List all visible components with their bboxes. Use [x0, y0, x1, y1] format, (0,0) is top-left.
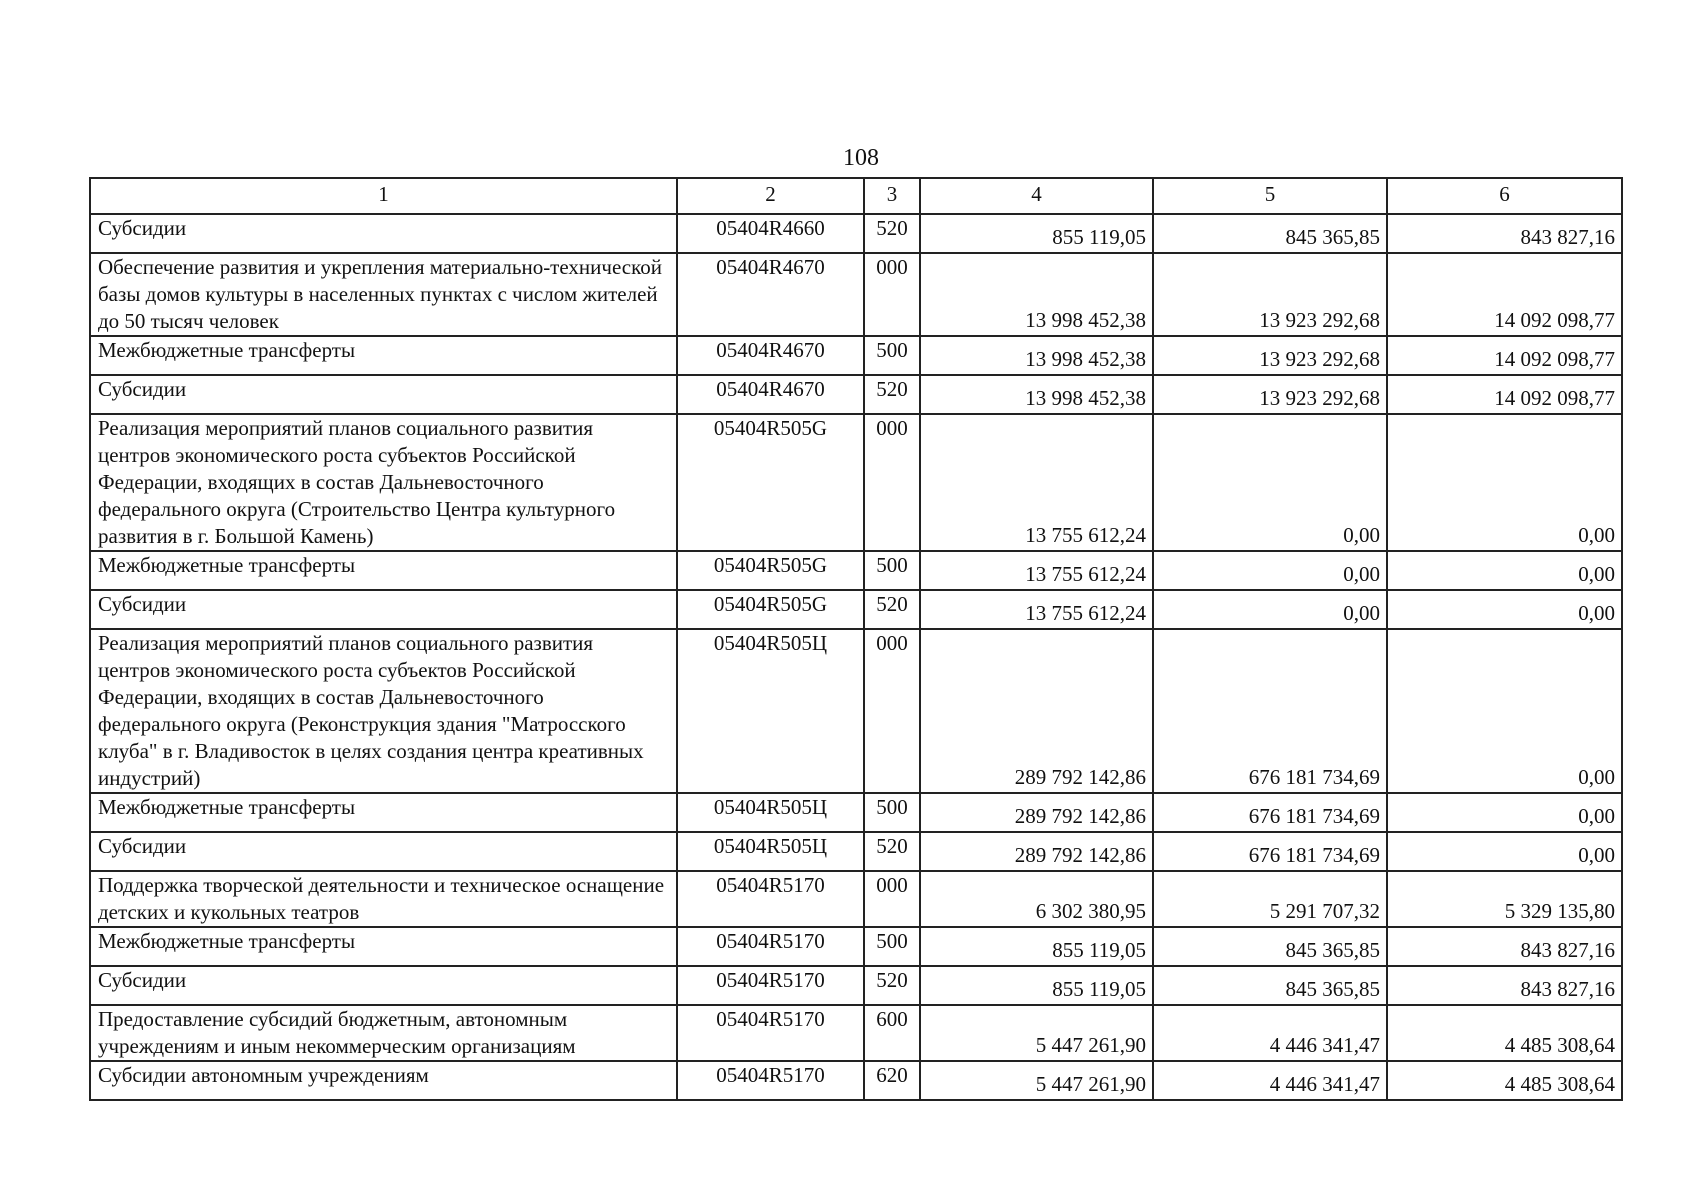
row-name-cell: Субсидии	[90, 214, 677, 253]
table-row	[90, 927, 1622, 966]
column-header: 1	[90, 178, 677, 214]
row-code-cell: 05404R5170	[677, 1005, 864, 1061]
row-amount-col5-cell: 845 365,85	[1153, 927, 1387, 966]
table-row	[90, 336, 1622, 375]
row-expense-type-cell: 520	[864, 214, 920, 253]
row-amount-col5-cell: 13 923 292,68	[1153, 253, 1387, 336]
row-amount-col4-cell: 13 755 612,24	[920, 551, 1153, 590]
row-amount-col4-cell: 855 119,05	[920, 927, 1153, 966]
row-amount-col5-cell: 0,00	[1153, 590, 1387, 629]
row-amount-col5-cell: 676 181 734,69	[1153, 832, 1387, 871]
row-code-cell: 05404R5170	[677, 871, 864, 927]
row-name-cell: Межбюджетные трансферты	[90, 927, 677, 966]
row-name-cell: Субсидии автономным учреждениям	[90, 1061, 677, 1100]
row-amount-col4-cell: 13 755 612,24	[920, 590, 1153, 629]
row-name-cell: Субсидии	[90, 832, 677, 871]
row-code-cell: 05404R4670	[677, 253, 864, 336]
row-expense-type-cell: 500	[864, 927, 920, 966]
row-amount-col5-cell: 0,00	[1153, 551, 1387, 590]
row-amount-col6-cell: 4 485 308,64	[1387, 1061, 1622, 1100]
row-expense-type-cell: 520	[864, 966, 920, 1005]
column-header: 2	[677, 178, 864, 214]
row-amount-col6-cell: 0,00	[1387, 793, 1622, 832]
row-amount-col6-cell: 843 827,16	[1387, 966, 1622, 1005]
row-code-cell: 05404R505G	[677, 414, 864, 551]
row-name-cell: Поддержка творческой деятельности и техническое оснащение детских и кукольных театров	[90, 871, 677, 927]
row-amount-col4-cell: 13 998 452,38	[920, 375, 1153, 414]
page-number: 108	[843, 145, 879, 171]
row-name-cell: Межбюджетные трансферты	[90, 793, 677, 832]
row-amount-col4-cell: 855 119,05	[920, 214, 1153, 253]
row-amount-col6-cell: 14 092 098,77	[1387, 375, 1622, 414]
table-row	[90, 629, 1622, 793]
row-code-cell: 05404R505G	[677, 551, 864, 590]
budget-table	[89, 177, 1623, 1101]
row-name-cell: Обеспечение развития и укрепления материально-технической базы домов культуры в населенных пунктах с числом жителей до 50 тысяч человек	[90, 253, 677, 336]
row-amount-col4-cell: 289 792 142,86	[920, 832, 1153, 871]
table-row	[90, 253, 1622, 336]
table-row	[90, 414, 1622, 551]
row-amount-col6-cell: 0,00	[1387, 590, 1622, 629]
row-name-cell: Межбюджетные трансферты	[90, 551, 677, 590]
row-amount-col4-cell: 289 792 142,86	[920, 629, 1153, 793]
row-name-cell: Реализация мероприятий планов социального развития центров экономического роста субъектов Российской Федерации, входящих в состав Дальневосточного федерального округа (Реконструкция здания "Матросского клуба" в г. Владивосток в целях создания центра креативных индустрий)	[90, 629, 677, 793]
table-row	[90, 1061, 1622, 1100]
row-expense-type-cell: 500	[864, 336, 920, 375]
row-expense-type-cell: 600	[864, 1005, 920, 1061]
row-code-cell: 05404R505Ц	[677, 832, 864, 871]
row-amount-col6-cell: 0,00	[1387, 832, 1622, 871]
row-expense-type-cell: 520	[864, 590, 920, 629]
row-code-cell: 05404R4670	[677, 375, 864, 414]
row-amount-col6-cell: 14 092 098,77	[1387, 253, 1622, 336]
row-code-cell: 05404R5170	[677, 1061, 864, 1100]
row-code-cell: 05404R505Ц	[677, 629, 864, 793]
row-expense-type-cell: 000	[864, 629, 920, 793]
row-amount-col5-cell: 676 181 734,69	[1153, 793, 1387, 832]
table-row	[90, 871, 1622, 927]
column-header: 3	[864, 178, 920, 214]
row-amount-col4-cell: 855 119,05	[920, 966, 1153, 1005]
row-name-cell: Субсидии	[90, 375, 677, 414]
row-expense-type-cell: 000	[864, 871, 920, 927]
row-code-cell: 05404R4670	[677, 336, 864, 375]
row-expense-type-cell: 000	[864, 253, 920, 336]
column-header: 5	[1153, 178, 1387, 214]
row-code-cell: 05404R5170	[677, 966, 864, 1005]
row-amount-col6-cell: 0,00	[1387, 629, 1622, 793]
row-amount-col6-cell: 14 092 098,77	[1387, 336, 1622, 375]
row-amount-col5-cell: 676 181 734,69	[1153, 629, 1387, 793]
row-code-cell: 05404R505Ц	[677, 793, 864, 832]
row-code-cell: 05404R505G	[677, 590, 864, 629]
row-name-cell: Межбюджетные трансферты	[90, 336, 677, 375]
row-amount-col4-cell: 5 447 261,90	[920, 1061, 1153, 1100]
row-amount-col4-cell: 289 792 142,86	[920, 793, 1153, 832]
row-amount-col4-cell: 6 302 380,95	[920, 871, 1153, 927]
row-amount-col5-cell: 4 446 341,47	[1153, 1061, 1387, 1100]
row-amount-col6-cell: 843 827,16	[1387, 214, 1622, 253]
table-row	[90, 966, 1622, 1005]
row-name-cell: Предоставление субсидий бюджетным, автономным учреждениям и иным некоммерческим организациям	[90, 1005, 677, 1061]
column-header: 4	[920, 178, 1153, 214]
row-amount-col5-cell: 845 365,85	[1153, 966, 1387, 1005]
row-amount-col5-cell: 13 923 292,68	[1153, 336, 1387, 375]
table-row	[90, 375, 1622, 414]
row-amount-col5-cell: 4 446 341,47	[1153, 1005, 1387, 1061]
row-amount-col5-cell: 845 365,85	[1153, 214, 1387, 253]
table-row	[90, 832, 1622, 871]
row-code-cell: 05404R4660	[677, 214, 864, 253]
row-amount-col6-cell: 843 827,16	[1387, 927, 1622, 966]
row-expense-type-cell: 500	[864, 551, 920, 590]
row-name-cell: Субсидии	[90, 966, 677, 1005]
row-amount-col5-cell: 13 923 292,68	[1153, 375, 1387, 414]
row-name-cell: Реализация мероприятий планов социального развития центров экономического роста субъектов Российской Федерации, входящих в состав Дальневосточного федерального округа (Строительство Центра культурного развития в г. Большой Камень)	[90, 414, 677, 551]
row-expense-type-cell: 000	[864, 414, 920, 551]
row-amount-col6-cell: 0,00	[1387, 414, 1622, 551]
row-expense-type-cell: 500	[864, 793, 920, 832]
table-row	[90, 551, 1622, 590]
row-name-cell: Субсидии	[90, 590, 677, 629]
table-row	[90, 590, 1622, 629]
row-expense-type-cell: 520	[864, 375, 920, 414]
table-row	[90, 214, 1622, 253]
table-header-row	[90, 178, 1622, 214]
column-header: 6	[1387, 178, 1622, 214]
row-expense-type-cell: 620	[864, 1061, 920, 1100]
row-expense-type-cell: 520	[864, 832, 920, 871]
row-code-cell: 05404R5170	[677, 927, 864, 966]
row-amount-col6-cell: 4 485 308,64	[1387, 1005, 1622, 1061]
row-amount-col4-cell: 13 998 452,38	[920, 336, 1153, 375]
row-amount-col6-cell: 5 329 135,80	[1387, 871, 1622, 927]
row-amount-col5-cell: 0,00	[1153, 414, 1387, 551]
table-row	[90, 1005, 1622, 1061]
table-row	[90, 793, 1622, 832]
row-amount-col4-cell: 5 447 261,90	[920, 1005, 1153, 1061]
row-amount-col6-cell: 0,00	[1387, 551, 1622, 590]
row-amount-col5-cell: 5 291 707,32	[1153, 871, 1387, 927]
row-amount-col4-cell: 13 755 612,24	[920, 414, 1153, 551]
row-amount-col4-cell: 13 998 452,38	[920, 253, 1153, 336]
